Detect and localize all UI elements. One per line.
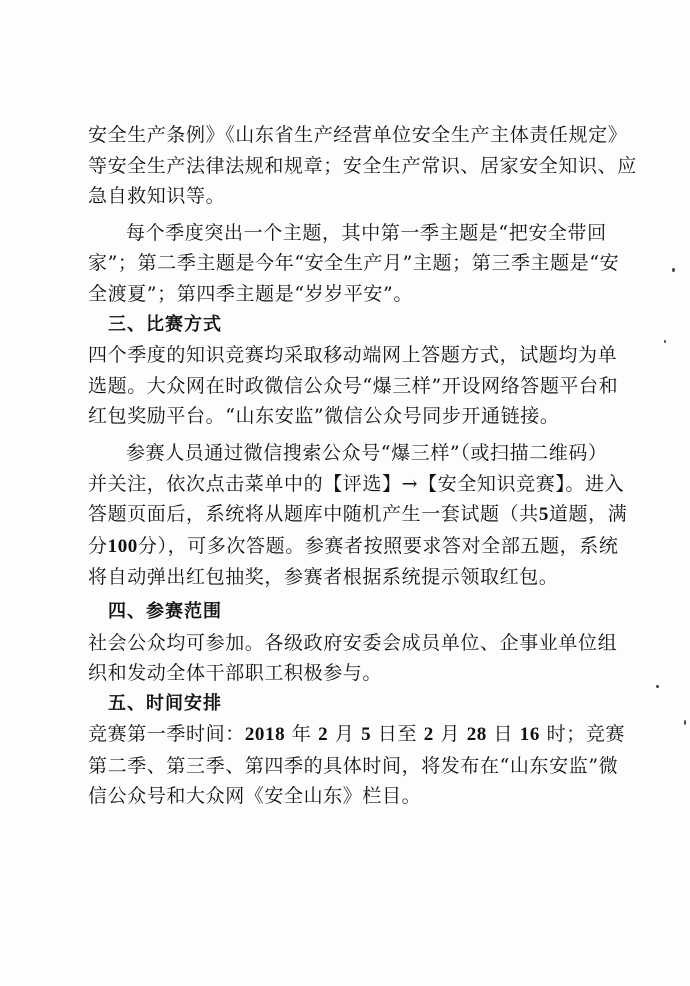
text-line: 社会公众均可参加。各级政府安委会成员单位、企事业单位组 <box>88 631 618 654</box>
section-heading-competition-method: 三、比赛方式 <box>108 313 222 335</box>
text-line: 并关注，依次点击菜单中的【评选】→【安全知识竞赛】。进入 <box>88 472 625 495</box>
scan-speck <box>664 340 666 343</box>
scan-speck <box>656 685 659 688</box>
text-line: 家”；第二季主题是今年“安全生产月”主题；第三季主题是“安 <box>88 252 620 275</box>
text-line: 将自动弹出红包抽奖，参赛者根据系统提示领取红包。 <box>88 566 559 589</box>
text-line: 等安全生产法律法规和规章；安全生产常识、居家安全知识、应 <box>88 154 637 177</box>
text-line: 参赛人员通过微信搜索公众号“爆三样”（或扫描二维码） <box>126 441 608 464</box>
text-line: 竞赛第一季时间：2018 年 2 月 5 日至 2 月 28 日 16 时；竞赛 <box>88 723 626 746</box>
participants-paragraph <box>88 628 628 689</box>
text-line: 四个季度的知识竞赛均采取移动端网上答题方式，试题均为单 <box>88 344 618 367</box>
text-line: 织和发动全体干部职工积极参与。 <box>88 662 383 685</box>
text-line: 急自救知识等。 <box>88 185 226 208</box>
document-body <box>88 120 637 812</box>
method-paragraph-1 <box>88 340 628 432</box>
theme-paragraph <box>88 218 628 310</box>
section-heading-participants: 四、参赛范围 <box>108 600 222 622</box>
section-heading-schedule: 五、时间安排 <box>108 692 222 714</box>
text-line: 分100分），可多次答题。参赛者按照要求答对全部五题，系统 <box>88 534 619 557</box>
text-line: 第二季、第三季、第四季的具体时间，将发布在“山东安监”微 <box>88 754 619 777</box>
text-line: 安全生产条例》《山东省生产经营单位安全生产主体责任规定》 <box>88 124 628 146</box>
text-line: 红包奖励平台。“山东安监”微信公众号同步开通链接。 <box>88 405 560 428</box>
method-paragraph-2 <box>88 438 628 593</box>
text-line: 每个季度突出一个主题，其中第一季主题是“把安全带回 <box>126 221 607 244</box>
text-line: 全渡夏”；第四季主题是“岁岁平安”。 <box>88 282 413 305</box>
scan-speck <box>684 720 686 725</box>
text-line: 答题页面后，系统将从题库中随机产生一套试题（共5道题，满 <box>88 503 628 526</box>
scan-speck <box>672 268 675 272</box>
text-line: 信公众号和大众网《安全山东》栏目。 <box>88 785 422 808</box>
intro-paragraph <box>88 120 637 212</box>
text-line: 选题。大众网在时政微信公众号“爆三样”开设网络答题平台和 <box>88 374 619 397</box>
schedule-paragraph <box>88 719 628 812</box>
